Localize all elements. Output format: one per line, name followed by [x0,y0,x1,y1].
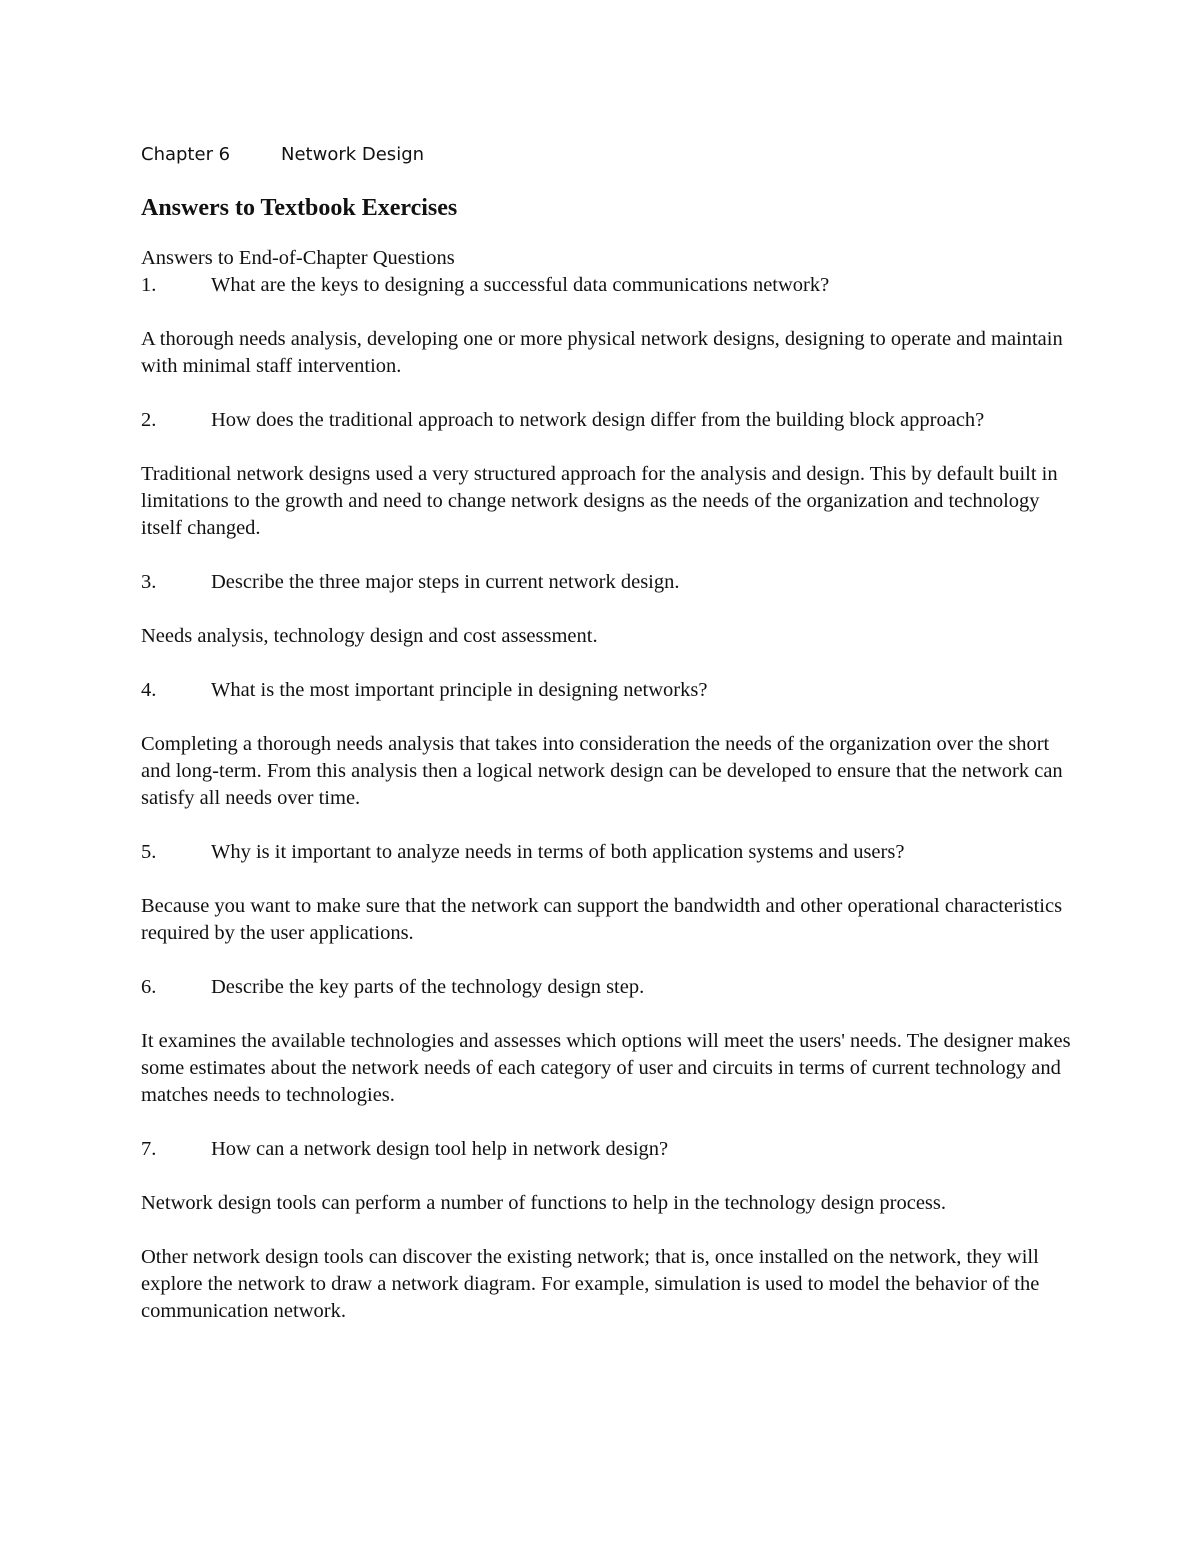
question-text: What is the most important principle in designing networks? [211,679,708,701]
question-text: What are the keys to designing a successful data communications network? [211,274,830,296]
question-number: 1. [141,274,157,296]
question-number: 7. [141,1138,157,1160]
answer-4: Completing a thorough needs analysis that takes into consideration the needs of the organization over the short and long-term. From this analysis then a logical network design can be developed to ensure that the network can satisfy all needs over time. [141,733,1063,809]
page-content [141,143,1071,1325]
question-6 [141,974,1071,1001]
question-number: 5. [141,841,157,863]
chapter-label: Chapter 6 [141,144,231,165]
question-number: 3. [141,571,157,593]
chapter-header [141,143,1071,167]
question-3 [141,569,1071,596]
page-title: Answers to Textbook Exercises [141,195,458,221]
answer-7b: Other network design tools can discover the existing network; that is, once installed on the network, they will explore the network to draw a network diagram. For example, simulation is used to model the behavior of the communication network. [141,1246,1040,1322]
question-text: Why is it important to analyze needs in terms of both application systems and users? [211,841,905,863]
section-subtitle: Answers to End-of-Chapter Questions [141,247,455,269]
question-2 [141,407,1071,434]
question-number: 4. [141,679,157,701]
question-text: Describe the three major steps in current network design. [211,571,680,593]
question-number: 2. [141,409,157,431]
answer-6: It examines the available technologies and assesses which options will meet the users' needs. The designer makes some estimates about the network needs of each category of user and circuits in terms of current technology and matches needs to technologies. [141,1030,1071,1106]
question-7 [141,1136,1071,1163]
question-1 [141,272,1071,299]
answer-5: Because you want to make sure that the network can support the bandwidth and other operational characteristics required by the user applications. [141,895,1063,944]
answer-3: Needs analysis, technology design and cost assessment. [141,625,598,647]
question-5 [141,839,1071,866]
chapter-topic: Network Design [281,144,425,165]
question-4 [141,677,1071,704]
question-text: How can a network design tool help in network design? [211,1138,669,1160]
answer-2: Traditional network designs used a very structured approach for the analysis and design. This by default built in limitations to the growth and need to change network designs as the needs of the organization and technology itself changed. [141,463,1058,539]
answer-1: A thorough needs analysis, developing one or more physical network designs, designing to operate and maintain with minimal staff intervention. [141,328,1063,377]
question-text: Describe the key parts of the technology design step. [211,976,645,998]
answer-7a: Network design tools can perform a number of functions to help in the technology design process. [141,1192,947,1214]
question-number: 6. [141,976,157,998]
question-text: How does the traditional approach to network design differ from the building block approach? [211,409,985,431]
